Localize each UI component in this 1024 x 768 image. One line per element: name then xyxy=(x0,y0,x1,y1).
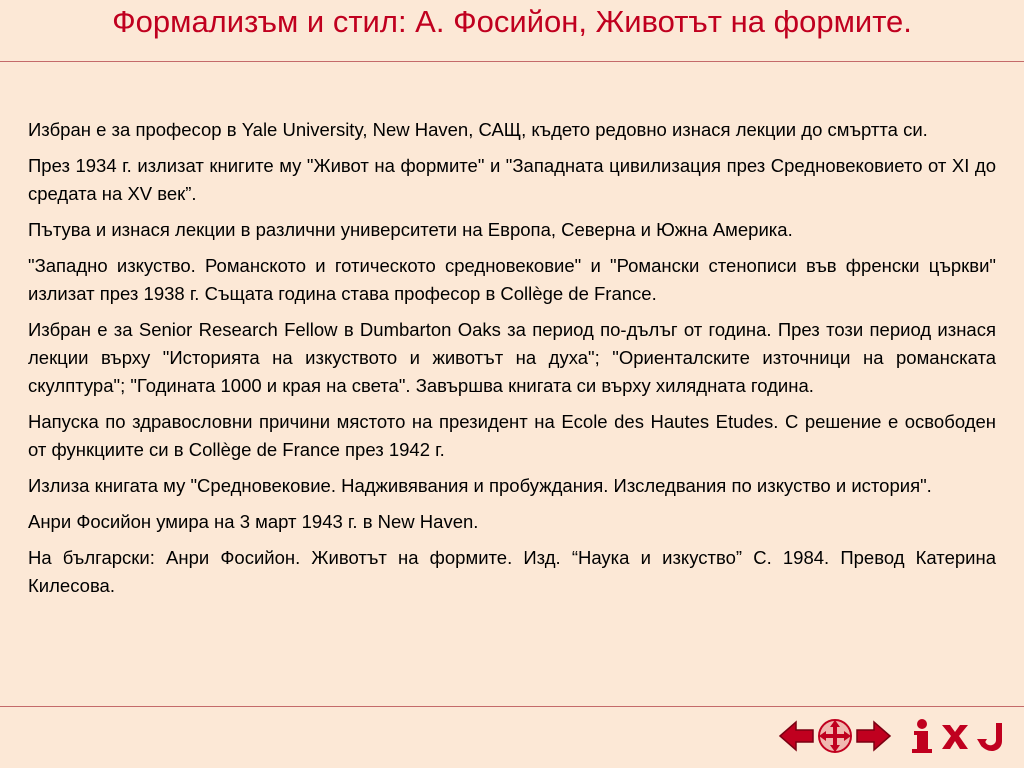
paragraph: През 1934 г. излизат книгите му "Живот на формите" и "Западната цивилизация през Средновековието от XI до средата на XV век”. xyxy=(28,155,996,204)
paragraph: Пътува и изнася лекции в различни университети на Европа, Северна и Южна Америка. xyxy=(28,219,793,240)
paragraph: Напуска по здравословни причини мястото на президент на Ecole des Hautes Etudes. С решение е освободен от функциите си в Collège de France през 1942 г. xyxy=(28,411,996,460)
paragraph: На български: Анри Фосийон. Животът на формите. Изд. “Наука и изкуство” С. 1984. Превод Катерина Килесова. xyxy=(28,547,996,596)
paragraph: "Западно изкуство. Романското и готическото средновековие" и "Романски стенописи във френски църкви" излизат през 1938 г. Същата година става професор в Collège de France. xyxy=(28,255,996,304)
paragraph: Излиза книгата му "Средновековие. Надживявания и пробуждания. Изследвания по изкуство и история". xyxy=(28,475,932,496)
slide-body xyxy=(28,116,996,608)
close-x-icon[interactable] xyxy=(938,717,972,755)
slide-title: Формализъм и стил: А. Фосийон, Животът на формите. xyxy=(112,4,912,39)
nav-group-left xyxy=(776,714,894,758)
return-arrow-icon[interactable] xyxy=(974,717,1010,755)
paragraph: Анри Фосийон умира на 3 март 1943 г. в New Haven. xyxy=(28,511,479,532)
cross-circle-icon[interactable] xyxy=(814,715,856,757)
nav-group-right xyxy=(908,714,1010,758)
title-divider xyxy=(0,61,1024,62)
arrow-left-icon[interactable] xyxy=(776,719,816,753)
info-i-icon[interactable] xyxy=(908,717,936,755)
paragraph: Избран е за Senior Research Fellow в Dumbarton Oaks за период по-дълъг от година. През този период изнася лекции върху "Историята на изкуството и животът на духа"; "Ориенталските източници на романската скулптура"; "Годината 1000 и края на света". Завършва книгата си върху хилядната година. xyxy=(28,319,996,396)
arrow-right-icon[interactable] xyxy=(854,719,894,753)
paragraph: Избран е за професор в Yale University, New Haven, САЩ, където редовно изнася лекции до смъртта си. xyxy=(28,119,928,140)
footer-divider xyxy=(0,706,1024,707)
